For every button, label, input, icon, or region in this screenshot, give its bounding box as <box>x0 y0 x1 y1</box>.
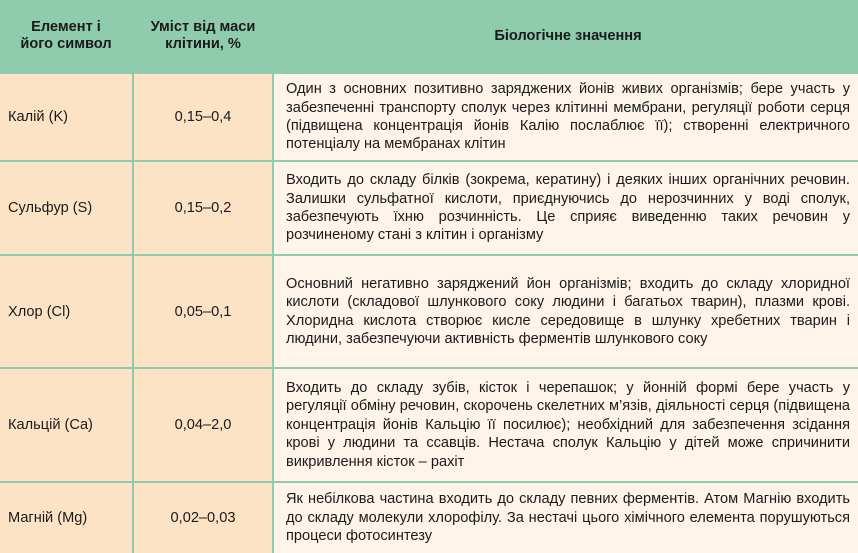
content-value: 0,02–0,03 <box>170 510 236 526</box>
significance-cell <box>274 162 858 254</box>
header-significance <box>274 0 858 72</box>
content-value: 0,15–0,2 <box>174 200 232 216</box>
content-cell <box>134 369 272 481</box>
header-content <box>134 0 272 72</box>
content-cell <box>134 256 272 367</box>
significance-cell <box>274 74 858 160</box>
significance-text: Як небілкова частина входить до складу певних ферментів. Атом Магнію входить до складу молекули хлорофілу. За нестачі цього хімічного елемента порушуються процеси фотосинтезу <box>286 491 850 545</box>
table-row <box>0 483 858 553</box>
content-cell <box>134 483 272 553</box>
significance-text: Входить до складу зубів, кісток і черепашок; у йонній формі бере участь у регуляції обміну речовин, скорочень скелетних м’язів, діяльності серця (підвищена концентрація йонів Кальцію її посилює); необхідний для забезпечення зсідання крові у людини та ссавців. Нестача сполук Кальцію у дітей може спричинити викривлення кісток – рахіт <box>286 379 850 470</box>
content-value: 0,04–2,0 <box>174 417 232 433</box>
table-row <box>0 369 858 481</box>
table-header <box>0 0 858 72</box>
element-cell <box>0 369 132 481</box>
header-content-label: Уміст від маси клітини, % <box>150 19 256 52</box>
significance-text: Входить до складу білків (зокрема, кератину) і деяких інших органічних речовин. Залишки сульфатної кислоти, приєднуючись до нерозчинних у воді сполук, забезпечують їхню розчинність. Це сприяє виведенню таких речовин у розчиненому стані з клітин і організму <box>286 172 850 244</box>
element-name: Сульфур (S) <box>8 200 93 216</box>
significance-cell <box>274 369 858 481</box>
element-cell <box>0 162 132 254</box>
element-name: Хлор (Cl) <box>8 303 71 320</box>
significance-text: Основний негативно заряджений йон організмів; входить до складу хлоридної кислоти (складової шлункового соку людини і багатьох тварин), плазми крові. Хлоридна кислота створює кисле середовище в шлунку хребетних тварин і людини, забезпечуючи активність ферментів шлункового соку <box>286 275 850 347</box>
content-value: 0,15–0,4 <box>174 109 232 125</box>
element-name: Кальцій (Ca) <box>8 417 93 433</box>
table-row <box>0 256 858 367</box>
content-value: 0,05–0,1 <box>174 303 232 320</box>
table-row <box>0 74 858 160</box>
element-cell <box>0 483 132 553</box>
content-cell <box>134 74 272 160</box>
element-name: Калій (K) <box>8 109 69 125</box>
content-cell <box>134 162 272 254</box>
significance-cell <box>274 483 858 553</box>
table-row <box>0 162 858 254</box>
significance-cell <box>274 256 858 367</box>
significance-text: Один з основних позитивно заряджених йонів живих організмів; бере участь у забезпеченні транспорту сполук через клітинні мембрани, регуляції роботи серця (підвищена концентрація йонів Калію послаблює її); створенні електричного потенціалу на мембранах клітин <box>286 81 850 153</box>
element-cell <box>0 74 132 160</box>
element-name: Магній (Mg) <box>8 510 88 526</box>
element-cell <box>0 256 132 367</box>
header-element <box>0 0 132 72</box>
header-significance-label: Біологічне значення <box>494 27 642 44</box>
header-element-label: Елемент і його символ <box>20 19 112 52</box>
